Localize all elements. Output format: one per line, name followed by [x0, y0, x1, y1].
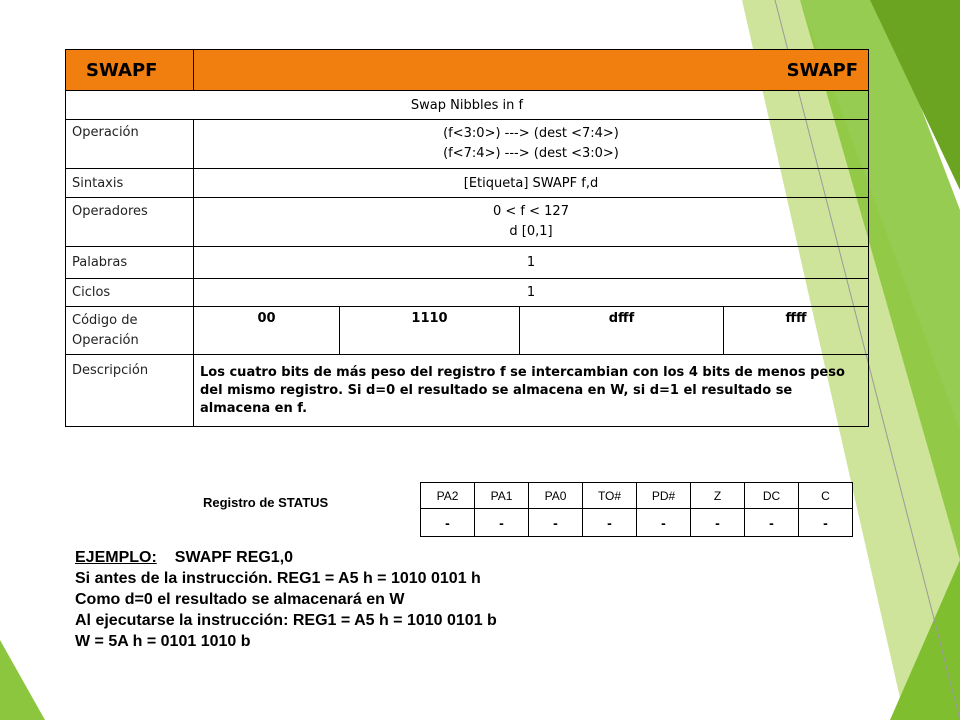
example-line: Si antes de la instrucción. REG1 = A5 h = 1010 0101 h: [75, 570, 481, 587]
status-bit-to: TO#: [583, 483, 637, 509]
example-line: Como d=0 el resultado se almacenará en W: [75, 591, 405, 608]
instruction-table: [65, 49, 869, 427]
value-palabras: 1: [194, 247, 869, 279]
value-ciclos: 1: [194, 279, 869, 307]
status-value-c: -: [799, 509, 853, 537]
status-value-pa0: -: [529, 509, 583, 537]
label-sintaxis: Sintaxis: [66, 169, 194, 198]
status-bit-dc: DC: [745, 483, 799, 509]
example-code: SWAPF REG1,0: [174, 549, 294, 566]
header-mnemonic-right: SWAPF: [194, 50, 869, 91]
status-bit-c: C: [799, 483, 853, 509]
label-operacion: Operación: [66, 120, 194, 169]
row-palabras: [66, 247, 869, 279]
status-value-to: -: [583, 509, 637, 537]
operadores-line-2: d [0,1]: [509, 224, 553, 239]
operacion-line-2: (f<7:4>) ---> (dest <3:0>): [443, 146, 619, 161]
operacion-line-1: (f<3:0>) ---> (dest <7:4>): [443, 126, 619, 141]
value-descripcion: Los cuatro bits de más peso del registro f se intercambian con los 4 bits de menos peso del mismo registro. Si d=0 el resultado se almacena en W, si d=1 el resultado se almacena en f.: [194, 355, 869, 427]
status-value-pa1: -: [475, 509, 529, 537]
label-descripcion: Descripción: [66, 355, 194, 427]
opcode-field-4: ffff: [724, 307, 869, 355]
status-value-z: -: [691, 509, 745, 537]
opcode-field-2: 1110: [340, 307, 520, 355]
status-register-table: [420, 482, 853, 537]
row-operadores: [66, 198, 869, 247]
status-value-dc: -: [745, 509, 799, 537]
status-bit-pa0: PA0: [529, 483, 583, 509]
status-bit-pd: PD#: [637, 483, 691, 509]
status-value-pa2: -: [421, 509, 475, 537]
status-values-row: [421, 509, 853, 537]
row-codigo: [66, 307, 869, 355]
value-operacion: [194, 120, 869, 169]
status-bit-pa1: PA1: [475, 483, 529, 509]
value-sintaxis: [Etiqueta] SWAPF f,d: [194, 169, 869, 198]
status-bit-pa2: PA2: [421, 483, 475, 509]
opcode-field-3: dfff: [520, 307, 724, 355]
row-descripcion: [66, 355, 869, 427]
example-line: Al ejecutarse la instrucción: REG1 = A5 h = 1010 0101 b: [75, 612, 497, 629]
instruction-subtitle: Swap Nibbles in f: [66, 91, 869, 120]
row-sintaxis: [66, 169, 869, 198]
status-bit-z: Z: [691, 483, 745, 509]
opcode-field-1: 00: [194, 307, 340, 355]
row-ciclos: [66, 279, 869, 307]
label-operadores: Operadores: [66, 198, 194, 247]
value-operadores: [194, 198, 869, 247]
example-title: EJEMPLO:: [75, 549, 157, 566]
example-block: [75, 547, 497, 652]
label-ciclos: Ciclos: [66, 279, 194, 307]
subtitle-row: [66, 91, 869, 120]
green-corner-left: [0, 640, 45, 720]
operadores-line-1: 0 < f < 127: [493, 204, 569, 219]
example-line: W = 5A h = 0101 1010 b: [75, 633, 251, 650]
header-mnemonic-left: SWAPF: [66, 50, 194, 91]
row-operacion: [66, 120, 869, 169]
header-row: [66, 50, 869, 91]
label-codigo: Código de Operación: [66, 307, 194, 355]
status-register-label: Registro de STATUS: [203, 495, 329, 510]
example-heading: [75, 547, 497, 568]
status-bits-row: [421, 483, 853, 509]
status-value-pd: -: [637, 509, 691, 537]
label-palabras: Palabras: [66, 247, 194, 279]
